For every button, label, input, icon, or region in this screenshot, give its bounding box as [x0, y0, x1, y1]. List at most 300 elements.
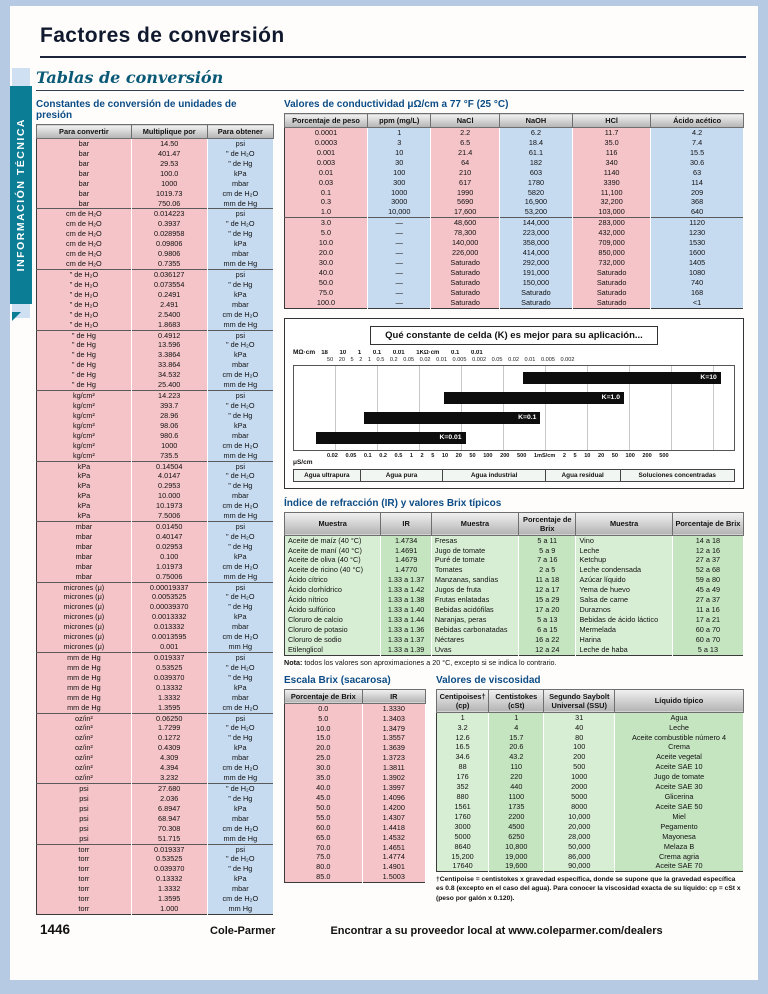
table-cell: 60 a 70: [672, 635, 743, 645]
table-cell: 176: [437, 772, 489, 782]
bar-label: K=0.1: [518, 414, 537, 422]
table-cell: mbar: [207, 360, 273, 370]
chart-bar-k01: [364, 412, 540, 424]
table-row: [437, 842, 744, 852]
table-cell: cm de H₂O: [37, 209, 132, 219]
table-row: [37, 632, 274, 642]
bar-label: K=1.0: [601, 394, 620, 402]
table-cell: 5 a 11: [519, 535, 576, 545]
catalog-page: [10, 6, 758, 980]
table-cell: mm de Hg: [37, 683, 132, 693]
table-row: [37, 149, 274, 159]
table-cell: Tomates: [431, 565, 518, 575]
table-cell: 4.0147: [131, 471, 207, 481]
table-cell: " de Hg: [37, 330, 132, 340]
table-cell: " de Hg: [207, 864, 273, 874]
table-cell: " de H₂O: [207, 219, 273, 229]
table-cell: " de H₂O: [207, 532, 273, 542]
table-row: [37, 391, 274, 401]
table-cell: 6.8947: [131, 804, 207, 814]
table-cell: 1.4679: [381, 555, 431, 565]
table-cell: 1.8683: [131, 320, 207, 330]
table-cell: Etilenglicol: [285, 645, 381, 655]
table-cell: 16.5: [437, 742, 489, 752]
table-cell: 1530: [651, 238, 744, 248]
table-cell: 1.3595: [131, 894, 207, 904]
table-cell: 40: [544, 723, 615, 733]
table-cell: 1.33 a 1.37: [381, 635, 431, 645]
page-title: Factores de conversión: [40, 24, 285, 47]
table-cell: 18.4: [499, 138, 572, 148]
table-cell: psi: [37, 814, 132, 824]
table-cell: Glicerina: [615, 792, 744, 802]
table-cell: 80.0: [285, 862, 363, 872]
table-cell: 4: [489, 723, 544, 733]
table-cell: 6.2: [499, 128, 572, 138]
table-row: [37, 280, 274, 290]
table-row: [437, 723, 744, 733]
table-cell: 0.0053525: [131, 592, 207, 602]
table-cell: 15,200: [437, 852, 489, 862]
table-cell: kPa: [37, 481, 132, 491]
table-cell: 32,200: [573, 197, 651, 207]
table-row: [37, 693, 274, 703]
table-cell: 732,000: [573, 258, 651, 268]
table-cell: 617: [431, 178, 499, 188]
table-cell: " de H₂O: [207, 401, 273, 411]
table-cell: 5000: [437, 832, 489, 842]
table-row: [37, 411, 274, 421]
table-cell: 0.01: [285, 168, 368, 178]
table-row: [285, 823, 426, 833]
table-row: [37, 501, 274, 511]
table-cell: mm de Hg: [207, 511, 273, 521]
table-cell: 20.0: [285, 743, 363, 753]
table-cell: cm de H₂O: [207, 703, 273, 713]
table-cell: " de H₂O: [207, 784, 273, 794]
table-cell: 1760: [437, 812, 489, 822]
table-cell: 16,900: [499, 197, 572, 207]
table-cell: Leche de haba: [576, 645, 672, 655]
table-cell: kg/cm²: [37, 451, 132, 461]
table-cell: 1.3403: [362, 714, 425, 724]
table-row: [37, 562, 274, 572]
table-cell: 1.0: [285, 207, 368, 217]
table-cell: " de Hg: [207, 159, 273, 169]
table-cell: 750.06: [131, 199, 207, 209]
table-row: [437, 762, 744, 772]
table-cell: Azúcar líquido: [576, 575, 672, 585]
table-cell: Harina: [576, 635, 672, 645]
table-row: [437, 792, 744, 802]
table-row: [37, 441, 274, 451]
table-cell: 75.0: [285, 852, 363, 862]
table-cell: psi: [37, 794, 132, 804]
table-cell: 1: [368, 128, 431, 138]
table-row: [285, 546, 744, 556]
table-cell: mm de Hg: [207, 380, 273, 390]
table-cell: 0.4912: [131, 330, 207, 340]
table-row: [37, 763, 274, 773]
table-cell: 4500: [489, 822, 544, 832]
table-cell: 0.036127: [131, 269, 207, 279]
table-cell: 1.33 a 1.42: [381, 585, 431, 595]
table-row: [37, 612, 274, 622]
conductivity-table: [284, 113, 744, 309]
table-cell: 1.33 a 1.44: [381, 615, 431, 625]
pressure-section: [36, 99, 274, 915]
page-number: 1446: [40, 921, 71, 937]
table-header-row: [37, 125, 274, 139]
table-cell: " de H₂O: [37, 290, 132, 300]
table-cell: Saturado: [573, 268, 651, 278]
table-cell: 1.3595: [131, 703, 207, 713]
table-cell: " de Hg: [37, 360, 132, 370]
table-cell: 1405: [651, 258, 744, 268]
column-header: IR: [362, 689, 425, 703]
table-row: [37, 139, 274, 149]
table-cell: Jugos de fruta: [431, 585, 518, 595]
table-cell: 30.0: [285, 763, 363, 773]
table-row: [37, 582, 274, 592]
table-cell: Saturado: [499, 288, 572, 298]
pressure-table: [36, 124, 274, 915]
table-cell: 220: [489, 772, 544, 782]
table-cell: 735.5: [131, 451, 207, 461]
table-cell: Uvas: [431, 645, 518, 655]
table-cell: kPa: [37, 471, 132, 481]
table-cell: Salsa de carne: [576, 595, 672, 605]
table-cell: Melaza B: [615, 842, 744, 852]
table-cell: 440: [489, 782, 544, 792]
table-row: [37, 159, 274, 169]
table-cell: micrones (μ): [37, 632, 132, 642]
table-cell: Aceite SAE 30: [615, 782, 744, 792]
table-header-row: [285, 512, 744, 535]
table-row: [285, 625, 744, 635]
table-cell: 1735: [489, 802, 544, 812]
table-row: [285, 138, 744, 148]
table-cell: 20.6: [489, 742, 544, 752]
table-row: [37, 189, 274, 199]
table-row: [285, 168, 744, 178]
table-cell: 1.3902: [362, 773, 425, 783]
table-cell: 7.4: [651, 138, 744, 148]
table-row: [285, 197, 744, 207]
table-cell: 0.0001: [285, 128, 368, 138]
table-cell: 11.7: [573, 128, 651, 138]
table-cell: 1.4532: [362, 833, 425, 843]
table-cell: psi: [207, 269, 273, 279]
table-body: [437, 712, 744, 872]
table-cell: 15.7: [489, 733, 544, 743]
table-cell: Ácido nítrico: [285, 595, 381, 605]
table-cell: 1.3332: [131, 884, 207, 894]
table-cell: kPa: [37, 461, 132, 471]
table-row: [437, 852, 744, 862]
table-cell: 401.47: [131, 149, 207, 159]
chart-bar-k10: [523, 372, 721, 384]
brix-table: [284, 689, 426, 884]
table-cell: cm de H₂O: [207, 894, 273, 904]
table-cell: 50.0: [285, 803, 363, 813]
table-cell: bar: [37, 199, 132, 209]
table-row: [437, 812, 744, 822]
table-cell: 603: [499, 168, 572, 178]
table-cell: 1.5003: [362, 872, 425, 882]
table-row: [285, 605, 744, 615]
table-row: [37, 753, 274, 763]
table-row: [37, 350, 274, 360]
table-cell: 0.00019337: [131, 582, 207, 592]
table-cell: Ácido sulfúrico: [285, 605, 381, 615]
table-row: [37, 592, 274, 602]
table-cell: 12 a 24: [519, 645, 576, 655]
table-cell: 27.680: [131, 784, 207, 794]
table-cell: 210: [431, 168, 499, 178]
table-cell: 20,000: [544, 822, 615, 832]
table-row: [37, 683, 274, 693]
table-cell: kPa: [37, 501, 132, 511]
table-cell: —: [368, 228, 431, 238]
table-cell: 0.019337: [131, 844, 207, 854]
table-row: [37, 209, 274, 219]
table-cell: cm de H₂O: [207, 310, 273, 320]
table-cell: 1.3332: [131, 693, 207, 703]
table-cell: 0.02953: [131, 542, 207, 552]
table-cell: 0.100: [131, 552, 207, 562]
table-cell: 1.4770: [381, 565, 431, 575]
water-type: Soluciones concentradas: [621, 470, 734, 481]
table-cell: 340: [573, 158, 651, 168]
table-cell: 1990: [431, 188, 499, 198]
table-cell: —: [368, 238, 431, 248]
table-cell: Crema: [615, 742, 744, 752]
table-row: [285, 753, 426, 763]
table-cell: 144,000: [499, 218, 572, 228]
table-cell: bar: [37, 169, 132, 179]
table-cell: 980.6: [131, 431, 207, 441]
viscosity-section: [436, 675, 744, 903]
viscosity-table: [436, 689, 744, 873]
table-cell: cm de H₂O: [37, 229, 132, 239]
table-cell: " de H₂O: [207, 723, 273, 733]
table-row: [285, 843, 426, 853]
table-row: [37, 219, 274, 229]
chart-top-scale: 18 10 1 0.1 0.01 1KΩ·cm 0.1 0.01: [321, 349, 483, 356]
table-cell: cm de H₂O: [207, 632, 273, 642]
table-cell: 110: [489, 762, 544, 772]
table-row: [37, 874, 274, 884]
table-row: [37, 814, 274, 824]
table-cell: kg/cm²: [37, 421, 132, 431]
table-cell: cm de H₂O: [37, 219, 132, 229]
table-cell: " de Hg: [207, 229, 273, 239]
note-label: Nota:: [284, 657, 303, 667]
table-row: [37, 723, 274, 733]
table-cell: kPa: [207, 552, 273, 562]
table-row: [37, 300, 274, 310]
table-cell: torr: [37, 864, 132, 874]
table-cell: psi: [207, 209, 273, 219]
table-cell: 14.50: [131, 139, 207, 149]
water-type-legend: [293, 469, 735, 482]
table-cell: 1.33 a 1.40: [381, 605, 431, 615]
table-cell: 0.0013595: [131, 632, 207, 642]
table-cell: 1.000: [131, 904, 207, 914]
table-cell: 34.532: [131, 370, 207, 380]
table-cell: cm de H₂O: [207, 370, 273, 380]
table-cell: psi: [207, 461, 273, 471]
table-cell: 45.0: [285, 793, 363, 803]
table-cell: Agua: [615, 712, 744, 722]
table-cell: —: [368, 258, 431, 268]
table-cell: kPa: [207, 169, 273, 179]
table-cell: mbar: [207, 814, 273, 824]
table-cell: kg/cm²: [37, 391, 132, 401]
note-text: todos los valores son aproximaciones a 20 °C, excepto si se indica lo contrario.: [302, 657, 557, 667]
column-header: Porcentaje de peso: [285, 114, 368, 128]
table-cell: mm de Hg: [207, 834, 273, 844]
table-cell: 352: [437, 782, 489, 792]
table-cell: 3000: [437, 822, 489, 832]
table-cell: 100.0: [285, 298, 368, 308]
table-cell: 223,000: [499, 228, 572, 238]
table-cell: mbar: [37, 552, 132, 562]
table-cell: torr: [37, 854, 132, 864]
table-cell: oz/in²: [37, 763, 132, 773]
table-cell: mbar: [37, 522, 132, 532]
refraction-note: [284, 658, 744, 667]
table-row: [285, 615, 744, 625]
table-cell: 15 a 29: [519, 595, 576, 605]
table-row: [37, 622, 274, 632]
table-cell: 1.3723: [362, 753, 425, 763]
table-cell: 432,000: [573, 228, 651, 238]
table-cell: 86,000: [544, 852, 615, 862]
table-cell: Saturado: [431, 288, 499, 298]
table-cell: 80: [544, 733, 615, 743]
table-cell: —: [368, 268, 431, 278]
table-cell: cm de H₂O: [37, 259, 132, 269]
table-cell: cm de H₂O: [207, 763, 273, 773]
table-cell: 43.2: [489, 752, 544, 762]
table-row: [437, 712, 744, 722]
table-cell: " de Hg: [207, 602, 273, 612]
table-cell: torr: [37, 904, 132, 914]
table-cell: Yema de huevo: [576, 585, 672, 595]
cell-constant-chart: [284, 318, 744, 489]
table-cell: 5820: [499, 188, 572, 198]
table-cell: 34.6: [437, 752, 489, 762]
table-cell: 40.0: [285, 268, 368, 278]
table-cell: 14 a 18: [672, 535, 743, 545]
table-row: [285, 188, 744, 198]
table-row: [285, 793, 426, 803]
table-cell: 1.3811: [362, 763, 425, 773]
table-cell: mbar: [207, 491, 273, 501]
table-cell: —: [368, 248, 431, 258]
table-cell: mbar: [207, 753, 273, 763]
table-cell: 200: [544, 752, 615, 762]
table-cell: kPa: [207, 290, 273, 300]
table-cell: 0.1: [285, 188, 368, 198]
table-cell: 2 a 5: [519, 565, 576, 575]
table-row: [285, 862, 426, 872]
table-cell: oz/in²: [37, 713, 132, 723]
table-cell: 0.53525: [131, 663, 207, 673]
table-row: [37, 784, 274, 794]
table-row: [37, 713, 274, 723]
table-cell: Cloruro de calcio: [285, 615, 381, 625]
table-cell: Aceite de maíz (40 °C): [285, 535, 381, 545]
table-row: [37, 330, 274, 340]
table-cell: 0.09806: [131, 239, 207, 249]
table-row: [285, 852, 426, 862]
table-cell: Aceite SAE 50: [615, 802, 744, 812]
table-cell: 0.3: [285, 197, 368, 207]
table-row: [285, 238, 744, 248]
table-cell: —: [368, 218, 431, 228]
table-row: [285, 645, 744, 655]
table-row: [437, 742, 744, 752]
table-cell: 1100: [489, 792, 544, 802]
table-cell: psi: [207, 330, 273, 340]
table-cell: " de H₂O: [37, 269, 132, 279]
water-type: Agua industrial: [443, 470, 546, 481]
table-row: [285, 635, 744, 645]
table-cell: Saturado: [573, 288, 651, 298]
table-cell: 10,000: [368, 207, 431, 217]
table-cell: psi: [207, 653, 273, 663]
table-cell: 28,000: [544, 832, 615, 842]
table-row: [285, 555, 744, 565]
table-row: [285, 763, 426, 773]
column-header: Para obtener: [207, 125, 273, 139]
table-row: [37, 239, 274, 249]
table-cell: 209: [651, 188, 744, 198]
table-row: [37, 602, 274, 612]
table-cell: micrones (μ): [37, 622, 132, 632]
table-row: [285, 803, 426, 813]
table-cell: 0.3937: [131, 219, 207, 229]
table-cell: 20.0: [285, 248, 368, 258]
table-row: [37, 179, 274, 189]
table-cell: 10.000: [131, 491, 207, 501]
table-cell: kPa: [207, 421, 273, 431]
table-cell: 21.4: [431, 148, 499, 158]
water-type: Agua pura: [361, 470, 444, 481]
table-row: [37, 380, 274, 390]
table-cell: mbar: [207, 179, 273, 189]
table-row: [285, 813, 426, 823]
table-cell: 1: [489, 712, 544, 722]
water-type: Agua ultrapura: [294, 470, 361, 481]
table-cell: 3390: [573, 178, 651, 188]
table-cell: 0.0: [285, 703, 363, 713]
table-cell: Aceite vegetal: [615, 752, 744, 762]
table-cell: 3000: [368, 197, 431, 207]
table-row: [37, 642, 274, 652]
table-cell: 55.0: [285, 813, 363, 823]
table-cell: Pegamento: [615, 822, 744, 832]
table-row: [437, 733, 744, 743]
table-cell: 0.028958: [131, 229, 207, 239]
table-row: [285, 158, 744, 168]
conductivity-section: [284, 99, 744, 309]
table-cell: Mayonesa: [615, 832, 744, 842]
sidebar-notch: [12, 312, 21, 321]
